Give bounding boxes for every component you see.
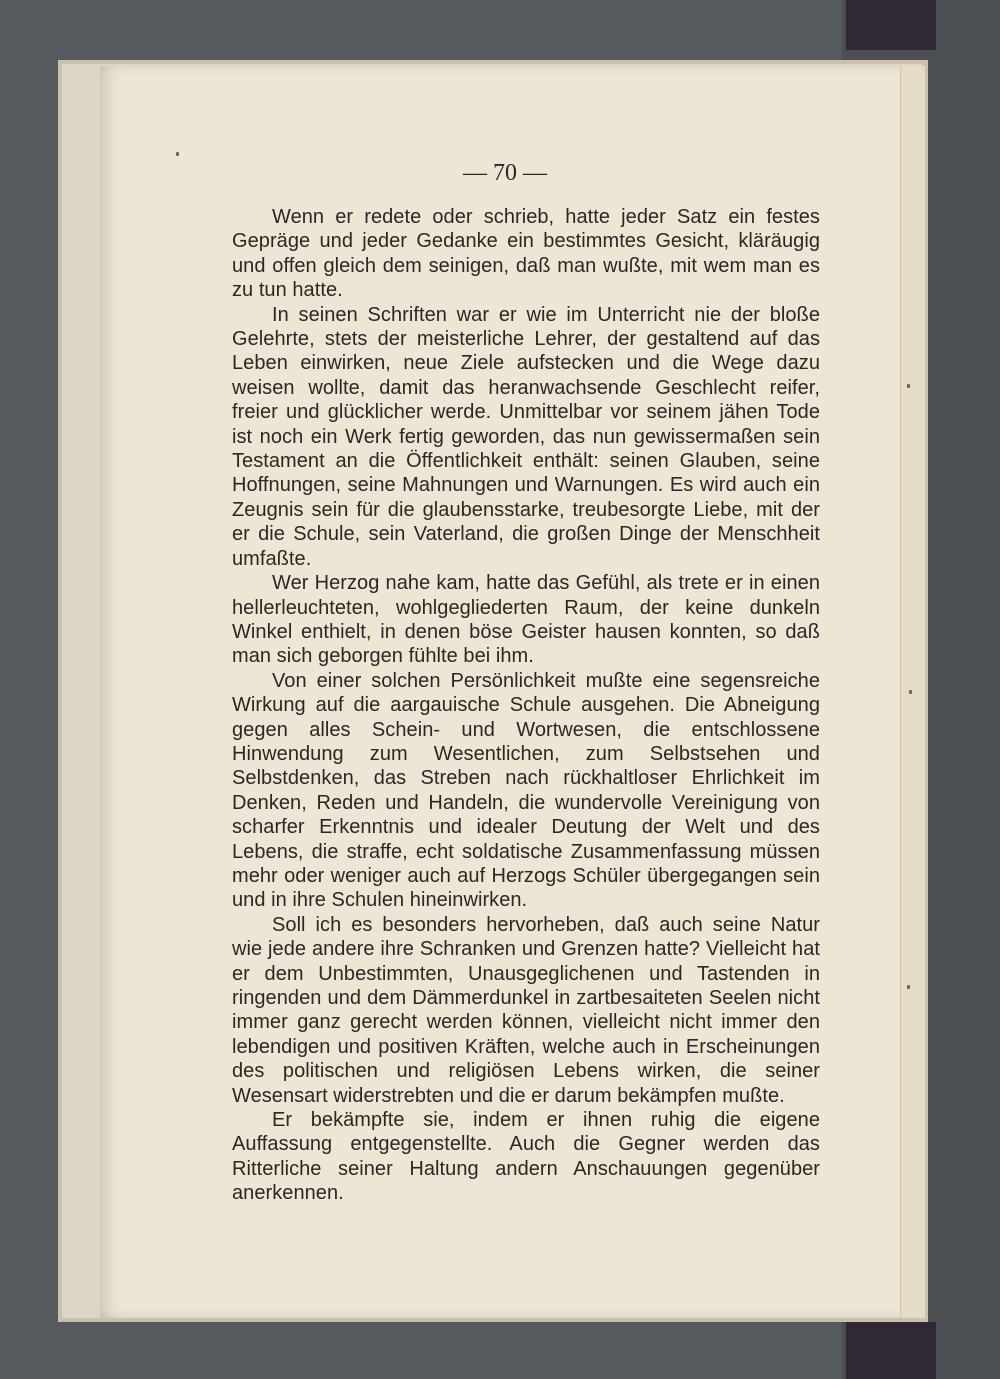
- paragraph: In seinen Schriften war er wie im Unterricht nie der bloße Gelehrte, stets der meisterliche Lehrer, der gestaltend auf das Leben einwirken, neue Ziele aufstecken und die Wege dazu weisen wollte, damit das heranwachsende Geschlecht reifer, freier und glücklicher werde. Unmittelbar vor seinem jähen Tode ist noch ein Werk fertig geworden, das nun gewissermaßen sein Testament an die Öffentlichkeit enthält: seinen Glauben, seine Hoffnungen, seine Mahnungen und Warnungen. Es wird auch ein Zeugnis sein für die glaubensstarke, treubesorgte Liebe, mit der er die Schule, sein Vaterland, die großen Dinge der Menschheit umfaßte.: [232, 303, 820, 570]
- spine-cloth-top: [846, 0, 936, 50]
- page-gutter: [900, 66, 925, 1318]
- paragraph: Wer Herzog nahe kam, hatte das Gefühl, als trete er in einen hellerleuchteten, wohlgegliederten Raum, der keine dunkeln Winkel enthielt, in denen böse Geister hausen konnten, so daß man sich geborgen fühlte bei ihm.: [232, 572, 820, 668]
- ink-speck: [176, 152, 179, 156]
- ink-speck: [909, 690, 912, 694]
- page-number: — 70 —: [463, 160, 547, 186]
- paragraph: Von einer solchen Persönlichkeit mußte eine segensreiche Wirkung auf die aargauische Schule ausgehen. Die Abneigung gegen alles Schein- und Wortwesen, die entschlossene Hinwendung zum Wesentlichen, zum Selbstsehen und Selbstdenken, das Streben nach rückhaltloser Ehrlichkeit im Denken, Reden und Handeln, die wundervolle Vereinigung von scharfer Erkenntnis und idealer Deutung der Welt und des Lebens, die straffe, echt soldatische Zusammenfassung müssen mehr oder weniger auch auf Herzogs Schüler übergegangen sein und in ihre Schulen hineinwirken.: [232, 669, 820, 912]
- ink-speck: [907, 985, 910, 989]
- paragraph: Soll ich es besonders hervorheben, daß auch seine Natur wie jede andere ihre Schranken und Grenzen hatte? Vielleicht hat er dem Unbestimmten, Unausgeglichenen und Tastenden in ringenden und dem Dämmerdunkel in zartbesaiteten Seelen nicht immer ganz gerecht werden können, vielleicht nicht immer den lebendigen und positiven Kräften, welche auch in Erscheinungen des politischen und religiösen Lebens wirken, die seiner Wesensart widerstrebten und die er darum bekämpfen mußte.: [232, 913, 820, 1107]
- page-text: [232, 205, 820, 1206]
- spine-cloth-bottom: [846, 1322, 936, 1379]
- paragraph: Er bekämpfte sie, indem er ihnen ruhig die eigene Auffassung entgegenstellte. Auch die Gegner werden das Ritterliche seiner Haltung andern Anschauungen gegenüber anerkennen.: [232, 1109, 820, 1205]
- ink-speck: [907, 384, 910, 388]
- paragraph: Wenn er redete oder schrieb, hatte jeder Satz ein festes Gepräge und jeder Gedanke ein bestimmtes Gesicht, kläräugig und offen gleich dem seinigen, daß man wußte, mit wem man es zu tun hatte.: [232, 206, 820, 302]
